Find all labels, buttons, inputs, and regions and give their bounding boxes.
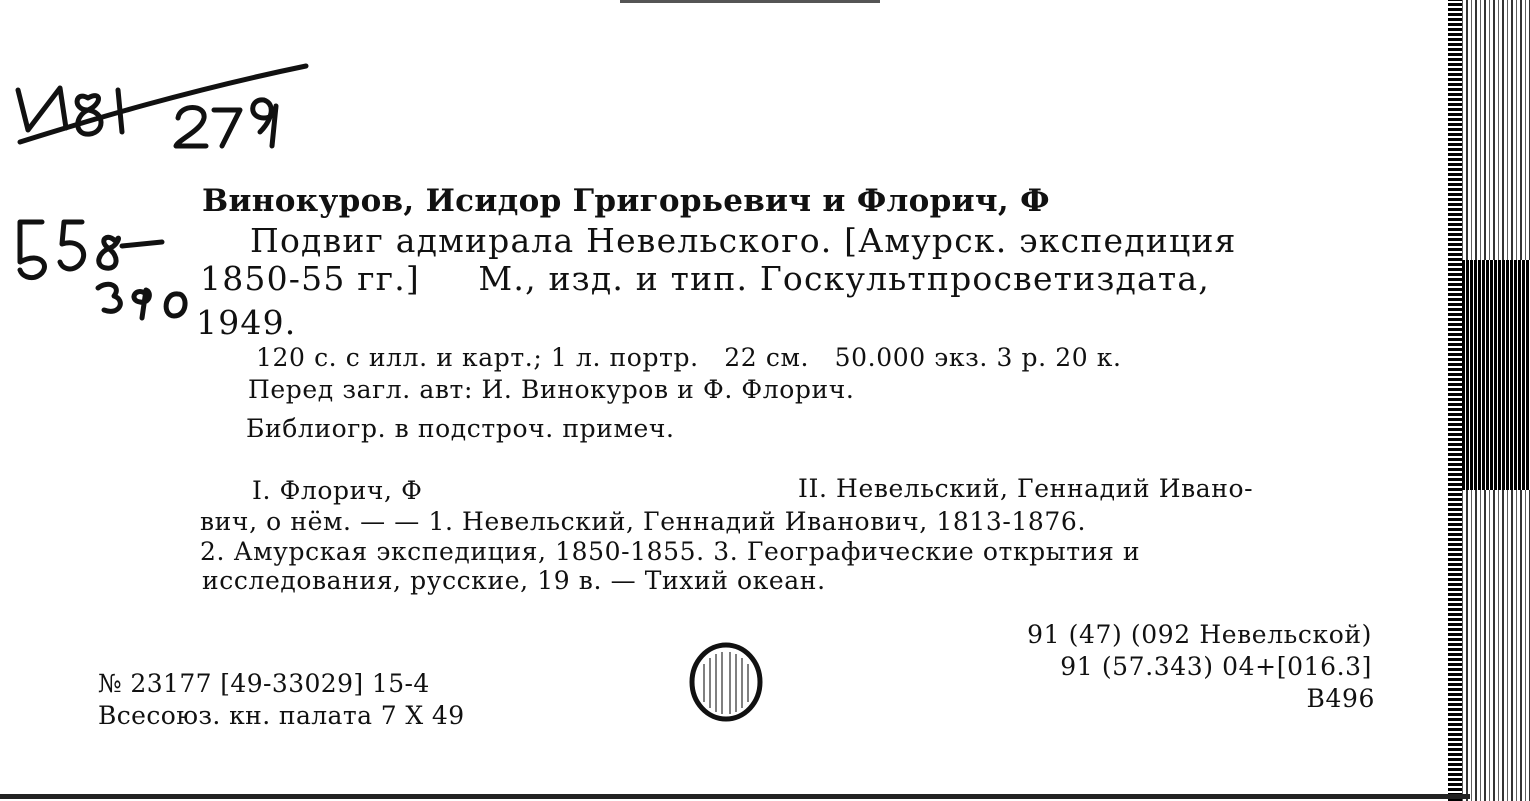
card-number: № 23177 [49-33029] 15-4 bbox=[98, 669, 430, 698]
classification-number-3: В496 bbox=[1306, 684, 1375, 713]
classification-number-2: 91 (57.343) 04+[016.3] bbox=[1060, 652, 1372, 681]
tracing-subjects-line-2: 2. Амурская экспедиция, 1850-1855. 3. Географические открытия и bbox=[200, 537, 1141, 566]
punch-hole-icon bbox=[686, 640, 766, 724]
tracing-subjects-line-1: вич, о нём. — — 1. Невельский, Геннадий Иванович, 1813-1876. bbox=[200, 507, 1086, 536]
handwritten-call-number-left bbox=[12, 210, 202, 340]
scan-edge-top bbox=[620, 0, 880, 3]
scan-edge-right-band bbox=[1462, 260, 1530, 490]
note-authors: Перед загл. авт: И. Винокуров и Ф. Флорич. bbox=[248, 375, 855, 404]
classification-number-1: 91 (47) (092 Невельской) bbox=[1027, 620, 1372, 649]
tracing-second-added-entry: II. Невельский, Геннадий Ивано- bbox=[798, 474, 1254, 503]
scan-edge-bottom bbox=[0, 794, 1470, 799]
collation-line: 120 с. с илл. и карт.; 1 л. портр. 22 см. 50.000 экз. 3 р. 20 к. bbox=[256, 343, 1122, 372]
tracing-subjects-line-3: исследования, русские, 19 в. — Тихий океан. bbox=[202, 566, 826, 595]
title-line-2: 1850-55 гг.] М., изд. и тип. Госкультпросветиздата, bbox=[200, 259, 1210, 298]
note-bibliography: Библиогр. в подстроч. примеч. bbox=[246, 414, 675, 443]
author-heading: Винокуров, Исидор Григорьевич и Флорич, Ф bbox=[202, 183, 1050, 219]
book-chamber-line: Всесоюз. кн. палата 7 X 49 bbox=[98, 701, 465, 730]
handwritten-call-number-top bbox=[10, 60, 310, 160]
tracing-first-added-entry: I. Флорич, Ф bbox=[252, 476, 423, 505]
scan-edge-right-inner bbox=[1448, 0, 1462, 801]
title-line-3: 1949. bbox=[196, 303, 297, 342]
title-line-1: Подвиг адмирала Невельского. [Амурск. экспедиция bbox=[250, 221, 1237, 260]
